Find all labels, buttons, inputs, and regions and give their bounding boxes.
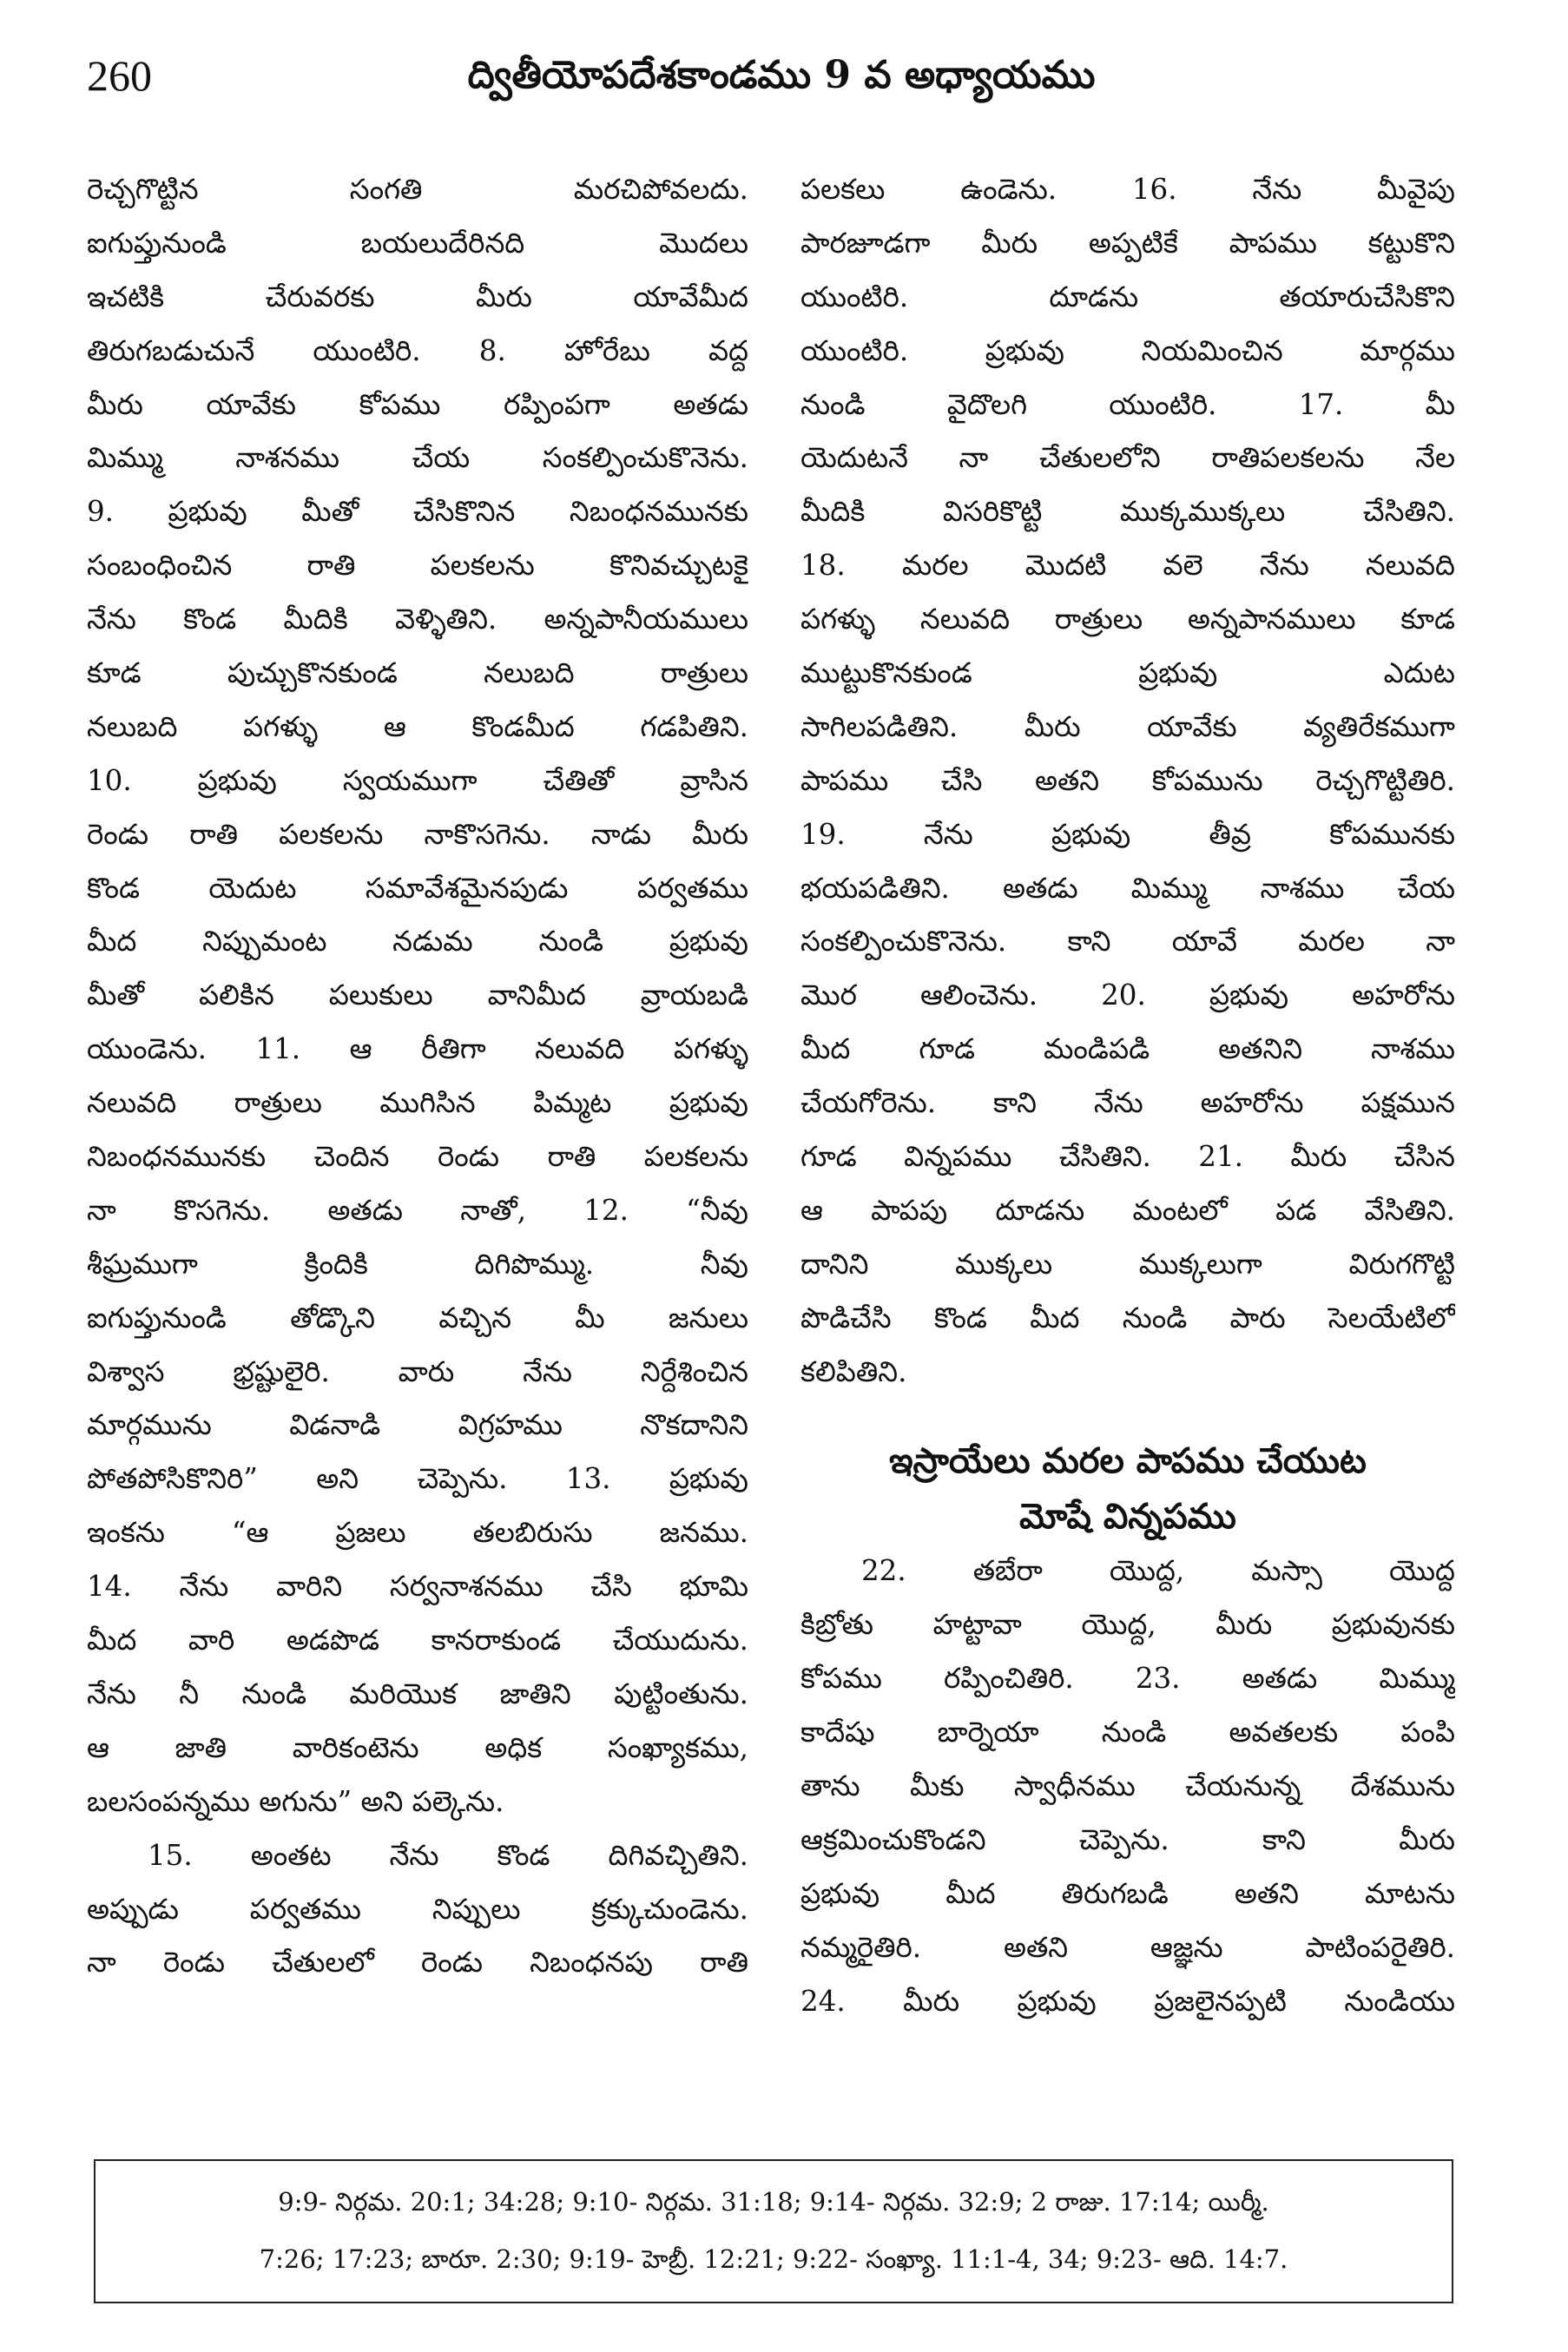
section-heading: ఇస్రాయేలు మరల పాపము చేయుట <box>889 1440 1367 1482</box>
text-line: యుంటిరి. ప్రభువు నియమించిన మార్గము <box>800 333 1455 367</box>
text-line: యుంటిరి. దూడను తయారుచేసికొని <box>800 280 1455 313</box>
text-line: మీద వారి అడపొడ కానరాకుండ చేయుదును. <box>87 1624 748 1657</box>
text-line: కిబ్రోతు హట్టావా యొద్ద, మీరు ప్రభువునకు <box>800 1608 1455 1642</box>
text-line: పారజూడగా మీరు అప్పటికే పాపము కట్టుకొని <box>800 226 1455 260</box>
text-line: అప్పుడు పర్వతము నిప్పులు క్రక్కుచుండెను. <box>87 1892 748 1926</box>
text-line: యుండెను. 11. ఆ రీతిగా నలువది పగళ్ళు <box>87 1032 748 1066</box>
text-line: యెదుటనే నా చేతులలోని రాతిపలకలను నేల <box>800 441 1455 475</box>
text-line: 22. తబేరా యొద్ద, మస్సా యొద్ద <box>861 1554 1455 1588</box>
left-column <box>87 163 748 2138</box>
footnote-box <box>94 2159 1453 2303</box>
text-line: ఐగుప్తునుండి బయలుదేరినది మొదలు <box>87 226 748 260</box>
text-line: నా రెండు చేతులలో రెండు నిబంధనపు రాతి <box>87 1946 748 1980</box>
text-line: నలుబది పగళ్ళు ఆ కొండమీద గడపితిని. <box>87 709 748 743</box>
footnote-line: 9:9- నిర్గమ. 20:1; 34:28; 9:10- నిర్గమ. 31:18; 9:14- నిర్గమ. 32:9; 2 రాజు. 17:14; యిర్మీ. <box>278 2187 1269 2217</box>
text-line: 14. నేను వారిని సర్వనాశనము చేసి భూమి <box>87 1570 748 1604</box>
page-number: 260 <box>87 51 152 100</box>
text-line: నా కొసగెను. అతడు నాతో, 12. “నీవు <box>87 1193 748 1227</box>
text-line: కలిపితిని. <box>800 1354 907 1388</box>
text-line: భయపడితిని. అతడు మిమ్ము నాశము చేయ <box>800 871 1455 905</box>
text-line: కోపము రప్పించితిరి. 23. అతడు మిమ్ము <box>800 1662 1455 1696</box>
text-line: రెండు రాతి పలకలను నాకొసగెను. నాడు మీరు <box>87 817 748 851</box>
text-line: సంబంధించిన రాతి పలకలను కొనివచ్చుటకై <box>87 549 748 583</box>
text-line: సంకల్పించుకొనెను. కాని యావే మరల నా <box>800 925 1455 959</box>
text-line: పొడిచేసి కొండ మీద నుండి పారు సెలయేటిలో <box>800 1301 1455 1334</box>
text-line: గూడ విన్నపము చేసితిని. 21. మీరు చేసిన <box>800 1140 1455 1174</box>
text-line: విశ్వాస భ్రష్టులైరి. వారు నేను నిర్దేశించిన <box>87 1354 748 1388</box>
text-line: నేను కొండ మీదికి వెళ్ళితిని. అన్నపానీయములు <box>87 603 748 636</box>
text-line: పాపము చేసి అతని కోపమును రెచ్చగొట్టితిరి. <box>800 763 1455 797</box>
text-line: 18. మరల మొదటి వలె నేను నలువది <box>800 549 1455 583</box>
text-line: ప్రభువు మీద తిరుగబడి అతని మాటను <box>800 1876 1455 1910</box>
text-line: నిబంధనమునకు చెందిన రెండు రాతి పలకలను <box>87 1140 748 1174</box>
text-line: ఇంకను “ఆ ప్రజలు తలబిరుసు జనము. <box>87 1516 748 1550</box>
text-line: ఇచటికి చేరువరకు మీరు యావేమీద <box>87 280 748 313</box>
text-line: కొండ యెదుట సమావేశమైనపుడు పర్వతము <box>87 871 748 905</box>
text-line: మీదికి విసరికొట్టి ముక్కముక్కలు చేసితిని. <box>800 495 1455 529</box>
text-line: మొర ఆలించెను. 20. ప్రభువు అహరోను <box>800 978 1455 1012</box>
right-column <box>800 163 1455 2138</box>
page-header <box>87 45 1476 106</box>
text-line: ఆక్రమించుకొండని చెప్పెను. కాని మీరు <box>800 1822 1455 1856</box>
text-line: నలువది రాత్రులు ముగిసిన పిమ్మట ప్రభువు <box>87 1086 748 1120</box>
text-line: బలసంపన్నము అగును” అని పల్కెను. <box>87 1784 504 1818</box>
text-line: మీద నిప్పుమంట నడుమ నుండి ప్రభువు <box>87 925 748 959</box>
text-line: పగళ్ళు నలువది రాత్రులు అన్నపానములు కూడ <box>800 603 1455 636</box>
text-line: మీతో పలికిన పలుకులు వానిమీద వ్రాయబడి <box>87 978 748 1012</box>
text-line: కూడ పుచ్చుకొనకుండ నలుబది రాత్రులు <box>87 656 748 690</box>
text-line: శీఘ్రముగా క్రిందికి దిగిపొమ్ము. నీవు <box>87 1247 748 1281</box>
text-line: 9. ప్రభువు మీతో చేసికొనిన నిబంధనమునకు <box>87 495 748 529</box>
text-line: మీద గూడ మండిపడి అతనిని నాశము <box>800 1032 1455 1066</box>
text-line: సాగిలపడితిని. మీరు యావేకు వ్యతిరేకముగా <box>800 709 1455 743</box>
text-line: 19. నేను ప్రభువు తీవ్ర కోపమునకు <box>800 817 1455 851</box>
text-line: 24. మీరు ప్రభువు ప్రజలైనప్పటి నుండియు <box>800 1984 1455 2018</box>
text-line: 10. ప్రభువు స్వయముగా చేతితో వ్రాసిన <box>87 763 748 797</box>
text-line: తిరుగబడుచునే యుంటిరి. 8. హోరేబు వద్ద <box>87 333 748 367</box>
text-line: ఐగుప్తునుండి తోడ్కొని వచ్చిన మీ జనులు <box>87 1301 748 1334</box>
text-line: దానిని ముక్కలు ముక్కలుగా విరుగగొట్టి <box>800 1247 1455 1281</box>
text-line: ముట్టుకొనకుండ ప్రభువు ఎదుట <box>800 656 1455 690</box>
text-line: రెచ్చగొట్టిన సంగతి మరచిపోవలదు. <box>87 173 748 206</box>
text-line: చేయగోరెను. కాని నేను అహరోను పక్షమున <box>800 1086 1455 1120</box>
text-line: పోతపోసికొనిరి” అని చెప్పెను. 13. ప్రభువు <box>87 1462 748 1496</box>
text-line: కాదేషు బార్నెయా నుండి అవతలకు పంపి <box>800 1716 1455 1749</box>
text-line: మీరు యావేకు కోపము రప్పింపగా అతడు <box>87 387 748 421</box>
text-line: పలకలు ఉండెను. 16. నేను మీవైపు <box>800 173 1455 206</box>
footnote-line: 7:26; 17:23; బారూ. 2:30; 9:19- హెబ్రీ. 12:21; 9:22- సంఖ్యా. 11:1-4, 34; 9:23- ఆది. 14:7. <box>259 2244 1288 2274</box>
text-line: మిమ్ము నాశనము చేయ సంకల్పించుకొనెను. <box>87 441 748 475</box>
text-line: మార్గమును విడనాడి విగ్రహము నొకదానిని <box>87 1408 748 1442</box>
text-line: నేను నీ నుండి మరియొక జాతిని పుట్టింతును. <box>87 1677 748 1710</box>
text-line: నుండి వైదొలగి యుంటిరి. 17. మీ <box>800 387 1455 421</box>
section-subheading: మోషే విన్నపము <box>1019 1496 1236 1538</box>
text-line: తాను మీకు స్వాధీనము చేయనున్న దేశమును <box>800 1769 1455 1803</box>
text-line: ఆ జాతి వారికంటెను అధిక సంఖ్యాకము, <box>87 1730 748 1764</box>
text-line: నమ్మరైతిరి. అతని ఆజ్ఞను పాటింపరైతిరి. <box>800 1930 1455 1964</box>
text-line: ఆ పాపపు దూడను మంటలో పడ వేసితిని. <box>800 1193 1455 1227</box>
text-line: 15. అంతట నేను కొండ దిగివచ్చితిని. <box>148 1838 748 1872</box>
running-title: ద్వితీయోపదేశకాండము 9 వ అధ్యాయము <box>467 53 1096 97</box>
